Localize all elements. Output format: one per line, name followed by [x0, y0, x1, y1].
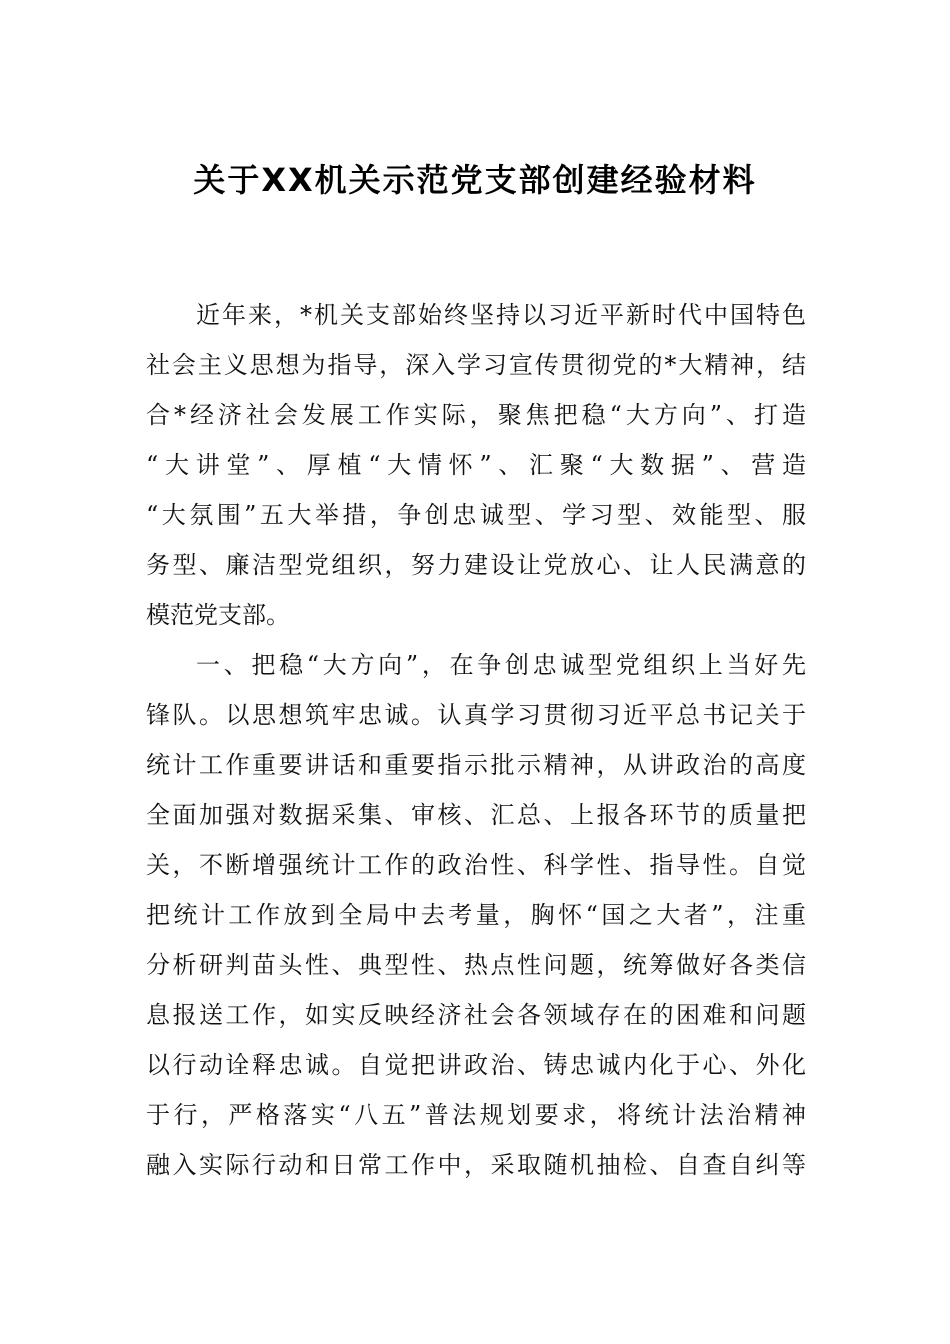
text-line: 锋队。以思想筑牢忠诚。认真学习贯彻习近平总书记关于 [146, 701, 806, 729]
text-line: 融入实际行动和日常工作中，采取随机抽检、自查自纠等 [146, 1151, 806, 1179]
text-line: “大氛围”五大举措，争创忠诚型、学习型、效能型、服 [146, 501, 806, 529]
paragraph-intro [146, 290, 806, 640]
text-line: 关，不断增强统计工作的政治性、科学性、指导性。自觉 [146, 851, 806, 879]
text-line: 全面加强对数据采集、审核、汇总、上报各环节的质量把 [146, 801, 806, 829]
text-line: 近年来，*机关支部始终坚持以习近平新时代中国特色 [196, 301, 806, 329]
text-line: 把统计工作放到全局中去考量，胸怀“国之大者”，注重 [146, 901, 806, 929]
text-line: 社会主义思想为指导，深入学习宣传贯彻党的*大精神，结 [146, 351, 806, 379]
text-line: 统计工作重要讲话和重要指示批示精神，从讲政治的高度 [146, 751, 806, 779]
text-line: 分析研判苗头性、典型性、热点性问题，统筹做好各类信 [146, 951, 806, 979]
text-line: 以行动诠释忠诚。自觉把讲政治、铸忠诚内化于心、外化 [146, 1051, 806, 1079]
text-line: 息报送工作，如实反映经济社会各领域存在的困难和问题 [146, 1001, 806, 1029]
text-line: 一、把稳“大方向”，在争创忠诚型党组织上当好先 [196, 651, 806, 679]
text-line: 务型、廉洁型党组织，努力建设让党放心、让人民满意的 [146, 551, 806, 579]
paragraph-section-one [146, 640, 806, 1190]
text-line: “大讲堂”、厚植“大情怀”、汇聚“大数据”、营造 [146, 451, 806, 479]
document-title: 关于XX机关示范党支部创建经验材料 [193, 161, 757, 199]
text-line: 模范党支部。 [146, 601, 290, 629]
text-line: 于行，严格落实“八五”普法规划要求，将统计法治精神 [146, 1101, 806, 1129]
text-line: 合*经济社会发展工作实际，聚焦把稳“大方向”、打造 [146, 401, 806, 429]
